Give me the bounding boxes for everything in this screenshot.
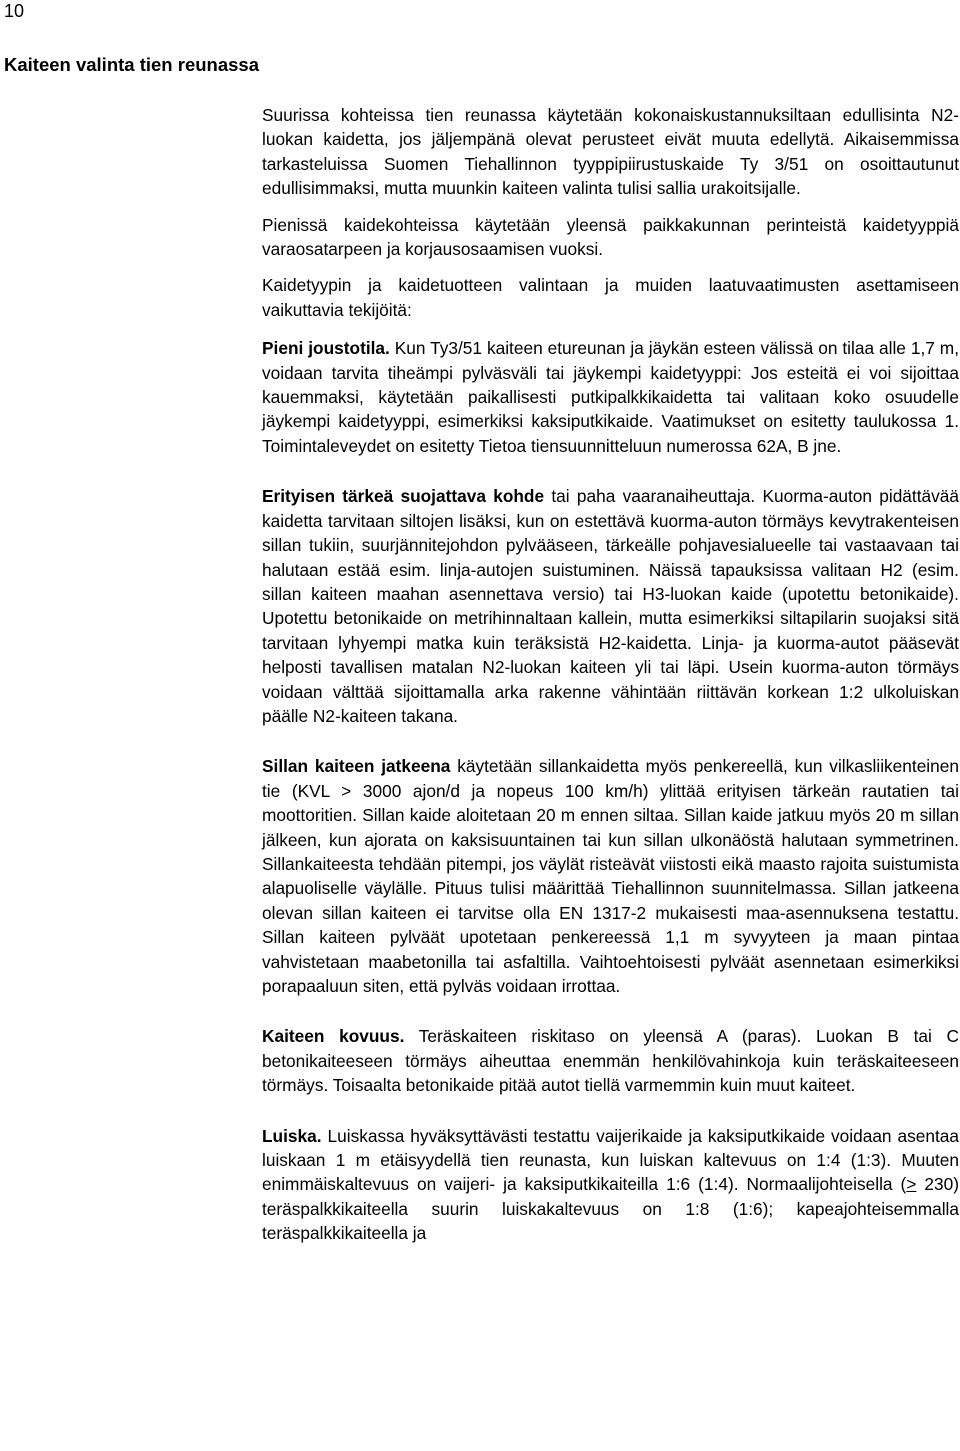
section-heading: Kaiteen valinta tien reunassa — [4, 54, 259, 75]
lead-term: Kaiteen kovuus. — [262, 1026, 405, 1047]
paragraph-small-sites: Pienissä kaidekohteissa käytetään yleensä paikkakunnan perinteistä kaidetyyppiä varaosatarpeen ja korjausosaamisen vuoksi. — [262, 214, 959, 260]
lead-term: Pieni joustotila. — [262, 338, 390, 359]
paragraph-slope: Luiska. Luiskassa hyväksyttävästi testattu vaijerikaide ja kaksiputkikaide voidaan asentaa luiskaan 1 m etäisyydellä tien reunasta, kun luiskan kaltevuus on 1:4 (1:3). Muuten enimmäiskaltevuus on vaijeri- ja kaksiputkikaiteilla 1:6 (1:4). Normaalijohteisella (> 230) teräspalkkikaiteella suurin luiskakaltevuus on 1:8 (1:6); kapeajohteisemmalla teräspalkkikaiteella ja — [262, 1125, 959, 1244]
paragraph-hardness: Kaiteen kovuus. Teräskaiteen riskitaso on yleensä A (paras). Luokan B tai C betonikaiteeseen törmäys aiheuttaa enemmän henkilövahinkoja kuin teräskaiteeseen törmäys. Toisaalta betonikaide pitää autot tiellä varmemmin kuin muut kaiteet. — [262, 1026, 960, 1096]
lead-term: Erityisen tärkeä suojattava kohde — [262, 486, 545, 507]
underlined-symbol: > — [906, 1174, 917, 1195]
lead-term: Sillan kaiteen jatkeena — [262, 756, 451, 777]
paragraph-intro: Suurissa kohteissa tien reunassa käytetään kokonaiskustannuksiltaan edullisinta N2-luokan kaidetta, jos jäljempänä olevat perusteet eivät muuta edellytä. Aikaisemmissa tarkasteluissa Suomen Tiehallinnon tyyppipiirustuskaide Ty 3/51 on osoittautunut edullisimmaksi, mutta muunkin kaiteen valinta tulisi sallia urakoitsijalle. — [262, 105, 959, 199]
paragraph-bridge-extension: Sillan kaiteen jatkeena käytetään sillankaidetta myös penkereellä, kun vilkasliikenteinen tie (KVL > 3000 ajon/d ja nopeus 100 km/h) ylittää erityisen tärkeän rautatien tai moottoritien. Sillan kaide aloitetaan 20 m ennen siltaa. Sillan kaide jatkuu myös 20 m sillan jälkeen, kun ajorata on kaksisuuntainen tai kun sillan ulkonäöstä halutaan symmetrinen. Sillankaiteesta tehdään pitempi, jos väylät risteävät viistosti eikä maasto rajoita suistumista alapuoliselle väylälle. Pituus tulisi määrittää Tiehallinnon suunnitelmassa. Sillan jatkeena olevan sillan kaiteen ei tarvitse olla EN 1317-2 mukaisesti maa-asennuksena testattu. Sillan kaiteen pylväät upotetaan penkereessä 1,1 m syvyyteen ja maan pintaa vahvistetaan maabetonilla tai asfaltilla. Vaihtoehtoisesti pylväät asennetaan esimerkiksi porapaaluun siten, että pylväs voidaan irrottaa. — [262, 756, 959, 996]
page-number: 10 — [4, 1, 25, 21]
paragraph-important-target: Erityisen tärkeä suojattava kohde tai paha vaaranaiheuttaja. Kuorma-auton pidättävää kaidetta tarvitaan siltojen lisäksi, kun on estettävä kuorma-auton törmäys kevytrakenteisen sillan tukiin, suurjännitejohdon pylvääseen, tärkeälle pohjavesialueelle tai vastaavaan tai halutaan estää esim. linja-autojen suistuminen. Näissä tapauksissa valitaan H2 (esim. sillan kaiteen maahan asennettava versio) tai H3-luokan kaide (upotettu betonikaide). Upotettu betonikaide on metrihinnaltaan kallein, mutta esimerkiksi siltapilarin suojaksi sitä tarvitaan lyhyempi matka kuin teräksistä H2-kaidetta. Linja- ja kuorma-autot pääsevät helposti tavallisen matalan N2-luokan kaiteen yli tai läpi. Usein kuorma-auton törmäys voidaan välttää sijoittamalla arka rakenne vähintään riittävän korkean 1:2 ulkoluiskan päälle N2-kaiteen takana. — [262, 486, 959, 726]
paragraph-small-deflection: Pieni joustotila. Kun Ty3/51 kaiteen etureunan ja jäykän esteen välissä on tilaa alle 1,7 m, voidaan tarvita tiheämpi pylväsväli tai jäykempi kaidetyyppi: Jos esteitä ei voi sijoittaa kauemmaksi, käytetään paikallisesti putkipalkkikaidetta tai valitaan koko osuudelle jäykempi kaidetyyppi, esimerkiksi kaksiputkikaide. Vaatimukset on esitetty taulukossa 1. Toimintaleveydet on esitetty Tietoa tiensuunnitteluun numerossa 62A, B jne. — [262, 338, 960, 456]
body-text — [262, 103, 959, 1246]
lead-term: Luiska. — [262, 1125, 322, 1146]
paragraph-factors: Kaidetyypin ja kaidetuotteen valintaan ja muiden laatuvaatimusten asettamiseen vaikuttavia tekijöitä: — [262, 275, 959, 320]
